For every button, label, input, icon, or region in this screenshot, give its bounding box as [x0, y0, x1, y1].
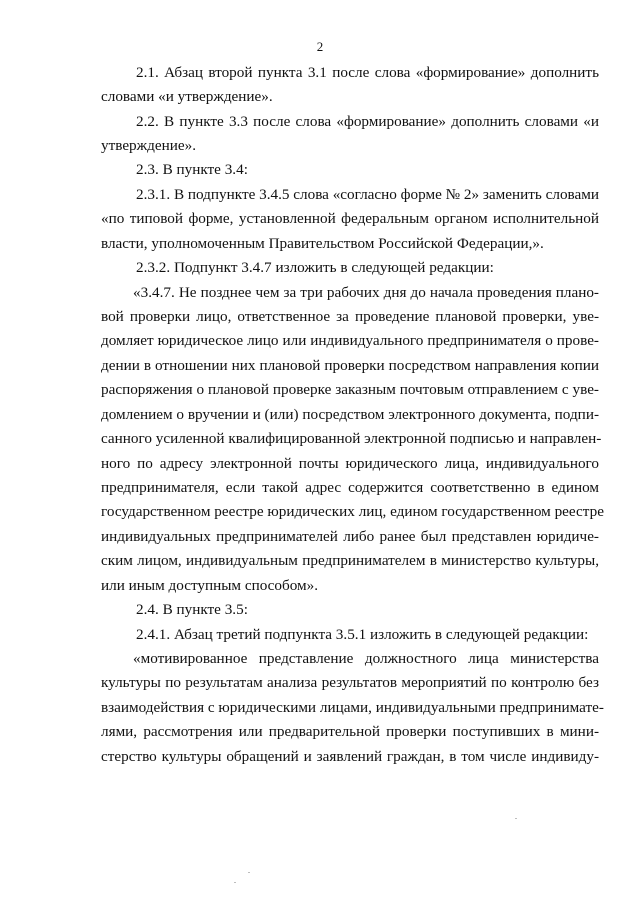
text-line: предпринимателя, если такой адрес содержится соответственно в едином	[101, 479, 599, 496]
text-line: стерство культуры обращений и заявлений граждан, в том числе индивиду-	[101, 748, 599, 765]
text-line: домляет юридическое лицо или индивидуального предпринимателя о прове-	[101, 332, 599, 349]
text-line: вой проверки лицо, ответственное за проведение плановой проверки, уве-	[101, 308, 599, 325]
text-line: ским лицом, индивидуальным предпринимателем в министерство культуры,	[101, 552, 599, 569]
text-line: 2.4.1. Абзац третий подпункта 3.5.1 изложить в следующей редакции:	[136, 626, 589, 643]
text-line: «по типовой форме, установленной федеральным органом исполнительной	[101, 210, 599, 227]
text-line: 2.3.2. Подпункт 3.4.7 изложить в следующей редакции:	[136, 259, 494, 276]
text-line: утверждение».	[101, 137, 196, 154]
text-line: 2.3. В пункте 3.4:	[136, 161, 248, 178]
text-line: индивидуальных предпринимателей либо ранее был представлен юридиче-	[101, 528, 599, 545]
scan-speck	[248, 872, 250, 873]
text-line: распоряжения о плановой проверке заказным почтовым отправлением с уве-	[101, 381, 599, 398]
text-line: или иным доступным способом».	[101, 577, 319, 594]
text-line: культуры по результатам анализа результатов мероприятий по контролю без	[101, 674, 599, 691]
text-line: домлением о вручении и (или) посредством электронного документа, подпи-	[101, 406, 599, 423]
text-line: 2.3.1. В подпункте 3.4.5 слова «согласно форме № 2» заменить словами	[136, 186, 599, 203]
text-line: ного по адресу электронной почты юридического лица, индивидуального	[101, 455, 599, 472]
page-number: 2	[316, 39, 324, 54]
text-line: взаимодействия с юридическими лицами, индивидуальными предпринимате-	[101, 699, 604, 716]
text-line: «мотивированное представление должностного лица министерства	[133, 650, 599, 667]
scan-speck	[515, 818, 517, 819]
text-line: словами «и утверждение».	[101, 88, 273, 105]
text-line: дении в отношении них плановой проверки посредством направления копии	[101, 357, 599, 374]
text-line: 2.2. В пункте 3.3 после слова «формирование» дополнить словами «и	[136, 113, 599, 130]
scan-speck	[234, 882, 236, 883]
text-line: санного усиленной квалифицированной электронной подписью и направлен-	[101, 430, 602, 447]
text-line: власти, уполномоченным Правительством Российской Федерации,».	[101, 235, 544, 252]
text-line: «3.4.7. Не позднее чем за три рабочих дня до начала проведения плано-	[133, 284, 599, 301]
text-line: государственном реестре юридических лиц, едином государственном реестре	[101, 503, 604, 520]
text-line: 2.1. Абзац второй пункта 3.1 после слова «формирование» дополнить	[136, 64, 599, 81]
text-line: 2.4. В пункте 3.5:	[136, 601, 248, 618]
text-line: лями, рассмотрения или предварительной проверки поступивших в мини-	[101, 723, 599, 740]
